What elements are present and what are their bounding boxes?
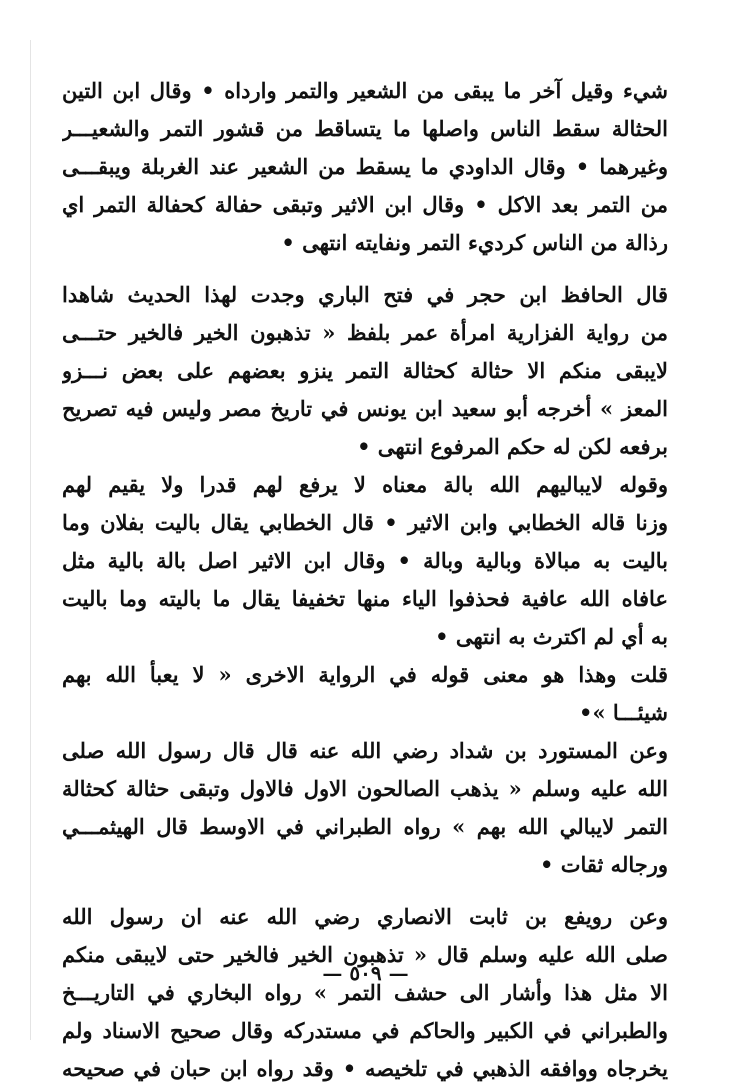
text-line: التمر لايبالي الله بهم » رواه الطبراني في الاوسط قال الهيثمـــي bbox=[62, 814, 668, 839]
paragraph-5 bbox=[62, 732, 668, 884]
body-text bbox=[62, 72, 668, 1088]
text-line: برفعه لكن له حكم المرفوع انتهى • bbox=[357, 434, 668, 459]
text-line: والطبراني في الكبير والحاكم في مستدركه وقال صحيح الاسناد ولم bbox=[62, 1018, 668, 1043]
text-line: شيء وقيل آخر ما يبقى من الشعير والتمر وارداه • وقال ابن التين bbox=[62, 78, 668, 103]
text-line: الحثالة سقط الناس واصلها ما يتساقط من قشور التمر والشعيـــر bbox=[62, 116, 668, 141]
text-line: قلت وهذا هو معنى قوله في الرواية الاخرى « لا يعبأ الله بهم bbox=[62, 662, 668, 687]
text-line: وزنا قاله الخطابي وابن الاثير • قال الخطابي يقال باليت بفلان وما bbox=[62, 510, 668, 535]
text-line: به أي لم اكترث به انتهى • bbox=[435, 624, 668, 649]
text-line: من رواية الفزارية امرأة عمر بلفظ « تذهبون الخير فالخير حتـــى bbox=[62, 320, 668, 345]
text-line: من التمر بعد الاكل • وقال ابن الاثير وتبقى حفالة كحفالة التمر اي bbox=[62, 192, 668, 217]
paragraph-gap bbox=[62, 884, 668, 898]
text-line: المعز » أخرجه أبو سعيد ابن يونس في تاريخ مصر وليس فيه تصريح bbox=[62, 396, 668, 421]
text-line: الله عليه وسلم « يذهب الصالحون الاول فالاول وتبقى حثالة كحثالة bbox=[62, 776, 668, 801]
text-line: وقوله لايباليهم الله بالة معناه لا يرفع لهم قدرا ولا يقيم لهم bbox=[62, 472, 668, 497]
text-line: صلى الله عليه وسلم قال « تذهبون الخير فالخير حتى لايبقى منكم bbox=[62, 942, 668, 967]
paragraph-6 bbox=[62, 898, 668, 1088]
text-line: الا مثل هذا وأشار الى حشف التمر » رواه البخاري في التاريـــخ bbox=[62, 980, 668, 1005]
text-line: باليت به مبالاة وبالية وبالة • وقال ابن الاثير اصل بالة بالية مثل bbox=[62, 548, 668, 573]
text-line: شيئـــا »• bbox=[579, 700, 668, 725]
paragraph-4 bbox=[62, 656, 668, 732]
text-line: ورجاله ثقات • bbox=[540, 852, 668, 877]
text-line: رذالة من الناس كرديء التمر ونفايته انتهى • bbox=[281, 230, 668, 255]
text-line: وعن المستورد بن شداد رضي الله عنه قال قال رسول الله صلى bbox=[62, 738, 668, 763]
text-line: قال الحافظ ابن حجر في فتح الباري وجدت لهذا الحديث شاهدا bbox=[62, 282, 668, 307]
paragraph-gap bbox=[62, 262, 668, 276]
text-line: وغيرهما • وقال الداودي ما يسقط من الشعير عند الغربلة ويبقـــى bbox=[62, 154, 668, 179]
text-line: يخرجاه ووافقه الذهبي في تلخيصه • وقد رواه ابن حبان في صحيحه bbox=[62, 1056, 668, 1081]
page-number: — ٥٠٩ — bbox=[322, 961, 409, 985]
paragraph-1 bbox=[62, 72, 668, 262]
text-line: لايبقى منكم الا حثالة كحثالة التمر ينزو بعضهم على بعض نـــزو bbox=[62, 358, 668, 383]
paragraph-3 bbox=[62, 466, 668, 656]
scan-shadow-divider bbox=[30, 40, 31, 1040]
paragraph-2 bbox=[62, 276, 668, 466]
text-line: وعن رويفع بن ثابت الانصاري رضي الله عنه ان رسول الله bbox=[62, 904, 668, 929]
text-line: عافاه الله عافية فحذفوا الياء منها تخفيفا يقال ما باليته وما باليت bbox=[62, 586, 668, 611]
